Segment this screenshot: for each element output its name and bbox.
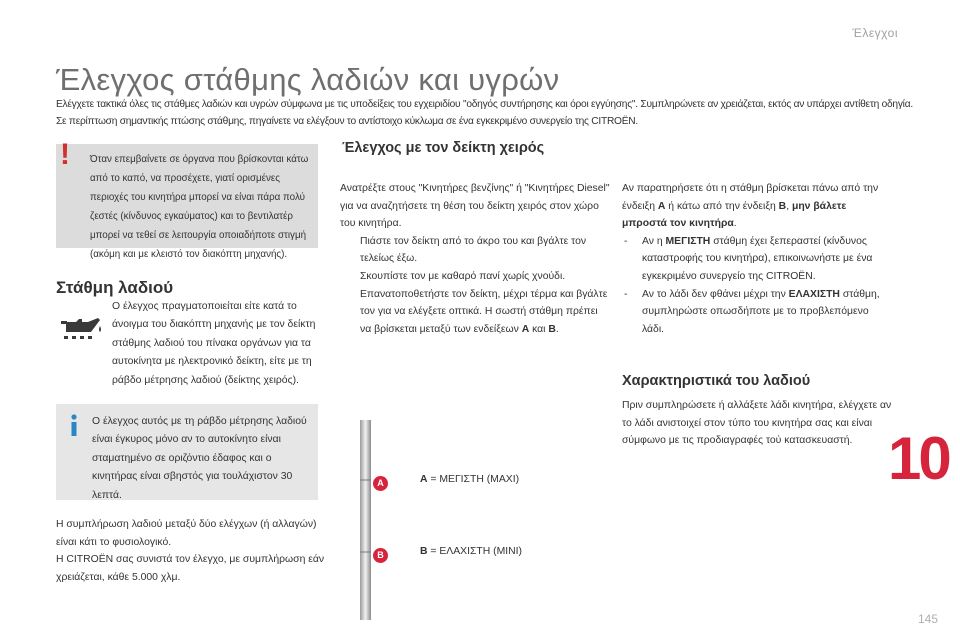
list-item	[340, 233, 610, 268]
level-warning-mid: ή κάτω από την ένδειξη	[668, 200, 776, 212]
intro-line-1: Ελέγχετε τακτικά όλες τις στάθμες λαδιών και υγρών σύμφωνα με τις υποδείξεις του εγχειριδίου "οδηγός συντήρησης και όροι εγγύησης". Συμπληρώνετε αν χρειάζεται, εκτός αν υπάρχει αντίθετη οδηγία.	[56, 99, 913, 110]
and-text: και	[532, 323, 546, 335]
dipstick-illustration	[356, 420, 376, 620]
mark-a-ref: A	[521, 323, 530, 335]
info-text: Ο έλεγχος αυτός με τη ράβδο μέτρησης λαδιού είναι έγκυρος μόνο αν το αυτοκίνητο είναι σταματημένο σε οριζόντιο έδαφος και ο κινητήρας είναι σβηστός για τουλάχιστον 30 λεπτά.	[92, 416, 307, 501]
mark-b-ref: B	[778, 200, 787, 212]
bullet-text: Επανατοποθετήστε τον δείκτη, μέχρι τέρμα και βγάλτε τον για να ελέγξετε οπτικά. Η σωστή στάθμη πρέπει να βρίσκεται μεταξύ των ενδείξεων	[360, 288, 608, 335]
label-max-key: A	[420, 474, 428, 485]
list-item	[622, 286, 892, 339]
intro-paragraph	[56, 96, 916, 130]
bullet-text: Πιάστε τον δείκτη από το άκρο του και βγάλτε τον τελείως έξω.	[360, 235, 587, 265]
label-max-value: = ΜΕΓΙΣΤΗ (MAXI)	[430, 474, 520, 485]
dash2-start: Αν το λάδι δεν φθάνει μέχρι την	[642, 288, 786, 300]
dipstick-heading: Έλεγχος με τον δείκτη χειρός	[342, 140, 545, 156]
bullet-text: Σκουπίστε τον με καθαρό πανί χωρίς χνούδι.	[360, 270, 566, 282]
label-max	[420, 474, 519, 485]
marker-b: B	[373, 548, 388, 563]
oil-level-heading: Στάθμη λαδιού	[56, 278, 174, 297]
level-warning-start: Αν παρατηρήσετε ότι η στάθμη βρίσκεται πάνω από την ένδειξη	[622, 183, 879, 212]
warning-text: Όταν επεμβαίνετε σε όργανα που βρίσκονται κάτω από το καπό, να προσέχετε, γιατί ορισμένες περιοχές του κινητήρα μπορεί να είναι πάρα πολύ ζεστές (κίνδυνος εγκαύματος) και το βεντιλατέρ μπορεί να τεθεί σε λειτουργία οποιαδήποτε στιγμή (ακόμη και με κλειστό τον διακόπτη μηχανής).	[90, 154, 309, 260]
do-not-start-text: μην βάλετε μπροστά τον κινητήρα	[622, 200, 847, 230]
chapter-number: 10	[888, 425, 949, 492]
list-item	[622, 233, 892, 286]
dash1-max: ΜΕΓΙΣΤΗ	[665, 235, 711, 247]
dash-bullet: -	[624, 235, 628, 247]
mark-a-ref: A	[657, 200, 666, 212]
label-min-key: B	[420, 546, 428, 557]
info-icon	[67, 414, 81, 438]
dash2-min: ΕΛΑΧΙΣΤΗ	[788, 288, 840, 300]
list-item	[340, 268, 610, 286]
label-min	[420, 546, 522, 557]
section-label: Έλεγχοι	[852, 26, 898, 40]
oil-characteristics-text: Πριν συμπληρώσετε ή αλλάξετε λάδι κινητήρα, ελέγχετε αν το λάδι ανιστοιχεί στον τύπο του κινητήρα σας και είναι σύμφωνο με τις προδιαγραφές τού κατασκευαστή.	[622, 400, 892, 447]
label-min-value: = ΕΛΑΧΙΣΤΗ (MINI)	[430, 546, 522, 557]
level-warning-paragraph: Αν παρατηρήσετε ότι η στάθμη βρίσκεται πάνω από την ένδειξη A ή κάτω από την ένδειξη B, μην βάλετε μπροστά τον κινητήρα.	[622, 183, 879, 230]
list-item: Επανατοποθετήστε τον δείκτη, μέχρι τέρμα και βγάλτε τον για να ελέγξετε οπτικά. Η σωστή στάθμη πρέπει να βρίσκεται μεταξύ των ενδείξεων A και B.	[360, 288, 608, 335]
oil-level-text: Ο έλεγχος πραγματοποιείται είτε κατά το άνοιγμα του διακόπτη μηχανής με τον δείκτη στάθμης λαδιού του πίνακα οργάνων για τα αυτοκίνητα με ηλεκτρονικό δείκτη, είτε με τη ράβδο μέτρησης λαδιού (δείκτης χειρός).	[112, 301, 316, 386]
dash2-end: στάθμη, συμπληρώστε οπωσδήποτε με το προβλεπόμενο λάδι.	[642, 288, 880, 335]
level-warning-text	[622, 180, 892, 338]
page-title: Έλεγχος στάθμης λαδιών και υγρών	[56, 62, 560, 97]
dipstick-intro: Ανατρέξτε στους "Κινητήρες βενζίνης" ή "Κινητήρες Diesel" για να αναζητήσετε τη θέση του δείκτη χειρός στον χώρο του κινητήρα.	[340, 183, 610, 230]
page-number: 145	[917, 612, 938, 626]
oil-topup-line-1: Η συμπλήρωση λαδιού μεταξύ δύο ελέγχων (ή αλλαγών) είναι κάτι το φυσιολογικό.	[56, 519, 317, 548]
intro-line-2: Σε περίπτωση σημαντικής πτώσης στάθμης, πηγαίνετε να ελέγξουν το αντίστοιχο κύκλωμα σε ένα εγκεκριμένο συνεργείο της CITROËN.	[56, 116, 638, 127]
dash1-start: Αν η	[642, 235, 663, 247]
oil-topup-text	[56, 516, 326, 586]
dipstick-instructions	[340, 180, 610, 338]
oil-can-icon	[60, 312, 104, 340]
oil-characteristics-heading: Χαρακτηριστικά του λαδιού	[622, 373, 811, 389]
exclamation-icon: !	[60, 138, 70, 171]
mark-b-ref: B	[548, 323, 556, 335]
dash-bullet: -	[624, 288, 628, 300]
oil-topup-line-2: Η CITROËN σας συνιστά τον έλεγχο, με συμπλήρωση εάν χρειάζεται, κάθε 5.000 χλμ.	[56, 554, 325, 583]
marker-a: A	[373, 476, 388, 491]
dash1-end: στάθμη έχει ξεπεραστεί (κίνδυνος καταστροφής του κινητήρα), επικοινωνήστε με ένα εγκεκριμένο συνεργείο της CITROËN.	[642, 235, 873, 282]
